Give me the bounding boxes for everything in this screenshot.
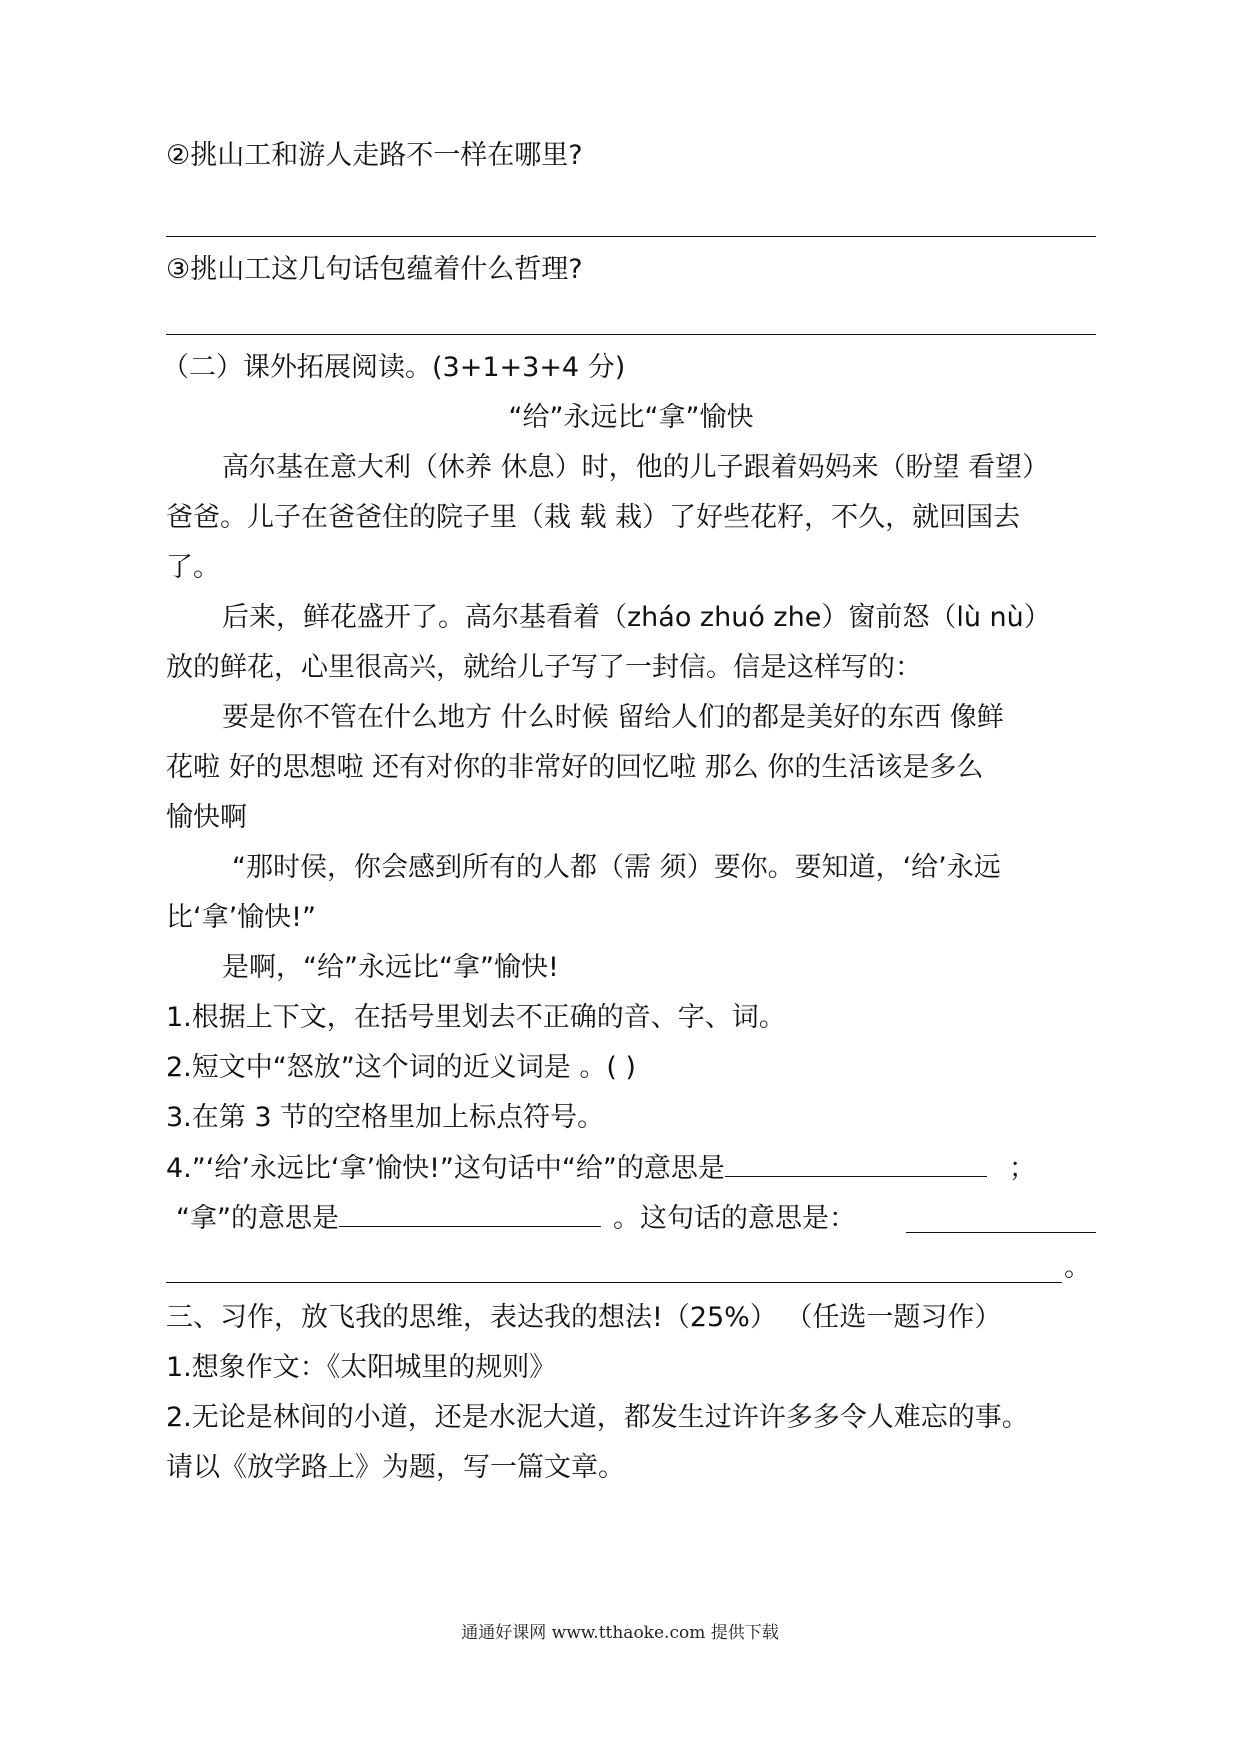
reading-question-3: 3.在第 3 节的空格里加上标点符号。 (166, 1102, 605, 1133)
paragraph-1-line-3: 了。 (166, 552, 220, 583)
paragraph-5: 是啊，“给”永远比“拿”愉快! (222, 952, 559, 983)
section-heading-reading: （二）课外拓展阅读。(3+1+3+4 分) (162, 352, 626, 383)
paragraph-3-line-2: 花啦 好的思想啦 还有对你的非常好的回忆啦 那么 你的生活该是多么 (166, 752, 984, 783)
paragraph-2-line-2: 放的鲜花，心里很高兴，就给儿子写了一封信。信是这样写的： (166, 652, 922, 683)
reading-question-1: 1.根据上下文，在括号里划去不正确的音、字、词。 (166, 1002, 786, 1033)
period-mark: 。 (1064, 1252, 1091, 1283)
paragraph-4-line-1: “那时侯，你会感到所有的人都（需 须）要你。要知道，‘给’永远 (232, 852, 1001, 883)
reading-question-2: 2.短文中“怒放”这个词的近义词是 。( ) (166, 1052, 636, 1083)
paragraph-3-line-3: 愉快啊 (166, 802, 247, 833)
question-4-prompt-give: 4.”‘给’永远比‘拿’愉快!”这句话中“给”的意思是 (166, 1153, 725, 1184)
answer-line-q2[interactable] (166, 236, 1096, 237)
paragraph-1-line-2: 爸爸。儿子在爸爸住的院子里（栽 载 栽）了好些花籽，不久，就回国去 (166, 502, 1021, 533)
answer-line-q3[interactable] (166, 334, 1096, 335)
paragraph-4-line-2: 比‘拿’愉快!” (166, 902, 316, 933)
question-4-prompt-take: “拿”的意思是 (176, 1203, 339, 1234)
writing-option-2-line-2: 请以《放学路上》为题，写一篇文章。 (166, 1452, 625, 1483)
answer-blank-take[interactable] (339, 1198, 601, 1227)
question-3: ③挑山工这几句话包蕴着什么哲理? (166, 254, 583, 285)
question-4-prompt-meaning: 。这句话的意思是： (612, 1203, 856, 1234)
footer-credit: 通通好课网 www.tthaoke.com 提供下载 (461, 1623, 779, 1643)
answer-blank-meaning[interactable] (166, 1282, 1062, 1283)
semicolon: ； (1008, 1153, 1036, 1184)
paragraph-3-line-1: 要是你不管在什么地方 什么时候 留给人们的都是美好的东西 像鲜 (222, 702, 1004, 733)
question-2: ②挑山工和游人走路不一样在哪里? (166, 140, 583, 171)
article-title: “给”永远比“拿”愉快 (508, 402, 754, 433)
reading-question-4-line-1 (166, 1148, 1096, 1189)
section-heading-writing: 三、习作，放飞我的思维，表达我的想法!（25%） （任选一题习作） (166, 1302, 1002, 1333)
writing-option-1: 1.想象作文：《太阳城里的规则》 (166, 1352, 557, 1383)
paragraph-1-line-1: 高尔基在意大利（休养 休息）时，他的儿子跟着妈妈来（盼望 看望） (222, 452, 1050, 483)
writing-option-2-line-1: 2.无论是林间的小道，还是水泥大道，都发生过许许多多令人难忘的事。 (166, 1402, 1029, 1433)
paragraph-2-line-1: 后来，鲜花盛开了。高尔基看着（zháo zhuó zhe）窗前怒（lù nù） (222, 602, 1051, 633)
answer-blank-meaning-start[interactable] (906, 1232, 1096, 1233)
answer-blank-give[interactable] (725, 1148, 987, 1177)
